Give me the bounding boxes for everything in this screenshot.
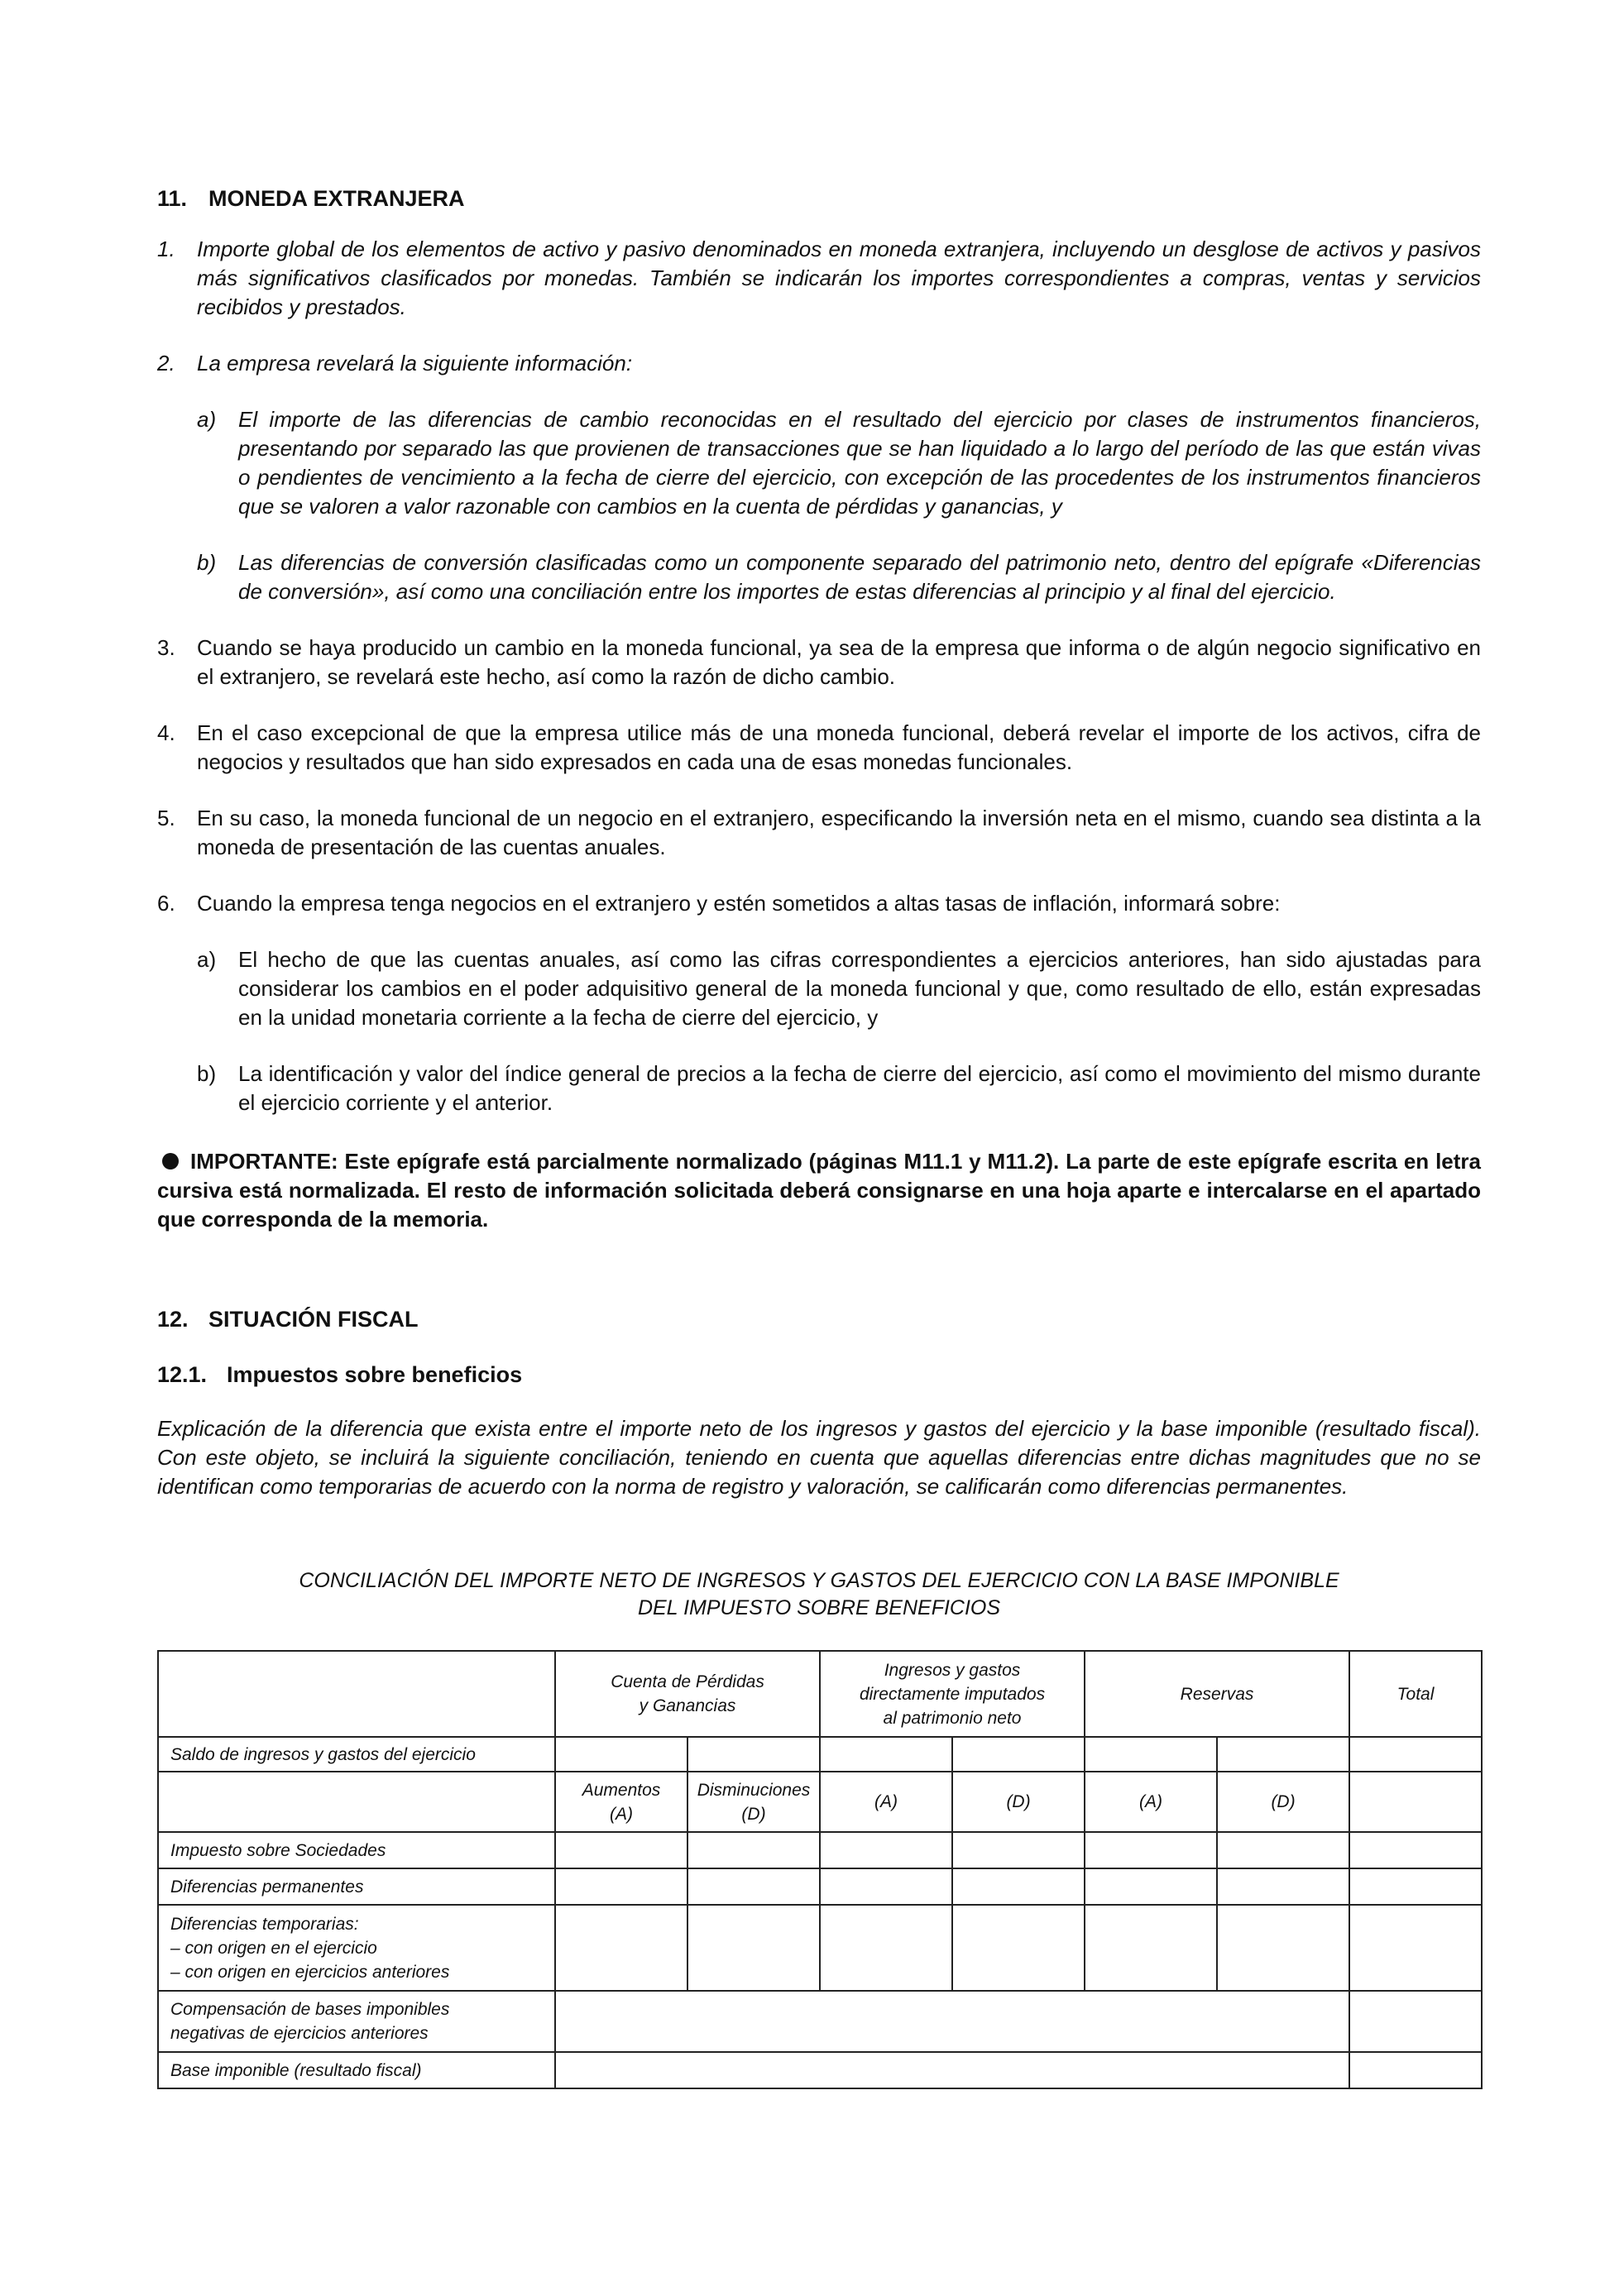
item-1: 1. Importe global de los elementos de activo y pasivo denominados en moneda extranjera, incluyendo un desglose de activos y pasivos más significativos clasificados por monedas. También se indicarán los importes correspondientes a compras, ventas y servicios recibidos y prestados. [157,237,1481,319]
item-5: 5. En su caso, la moneda funcional de un negocio en el extranjero, especificando la inversión neta en el mismo, cuando sea distinta a la moneda de presentación de las cuentas anuales. [157,806,1481,859]
row-label: Impuesto sobre Sociedades [158,1832,555,1868]
subsection-title: Impuestos sobre beneficios [227,1362,523,1387]
row-label: Base imponible (resultado fiscal) [158,2052,555,2088]
header-total: Total [1349,1651,1482,1737]
section-title: SITUACIÓN FISCAL [208,1307,419,1332]
code-d: (D) [952,1772,1085,1832]
section-11-heading [157,186,1481,212]
table-title: CONCILIACIÓN DEL IMPORTE NETO DE INGRESOS Y GASTOS DEL EJERCICIO CON LA BASE IMPONIBLE DEL IMPUESTO SOBRE BENEFICIOS [299,1569,1339,1619]
reconciliation-table [157,1650,1483,2089]
subsection-heading [157,1362,1481,1388]
table-row [158,1991,1482,2052]
code-d: (D) [1217,1772,1349,1832]
table-row [158,1868,1482,1905]
item-3: 3. Cuando se haya producido un cambio en la moneda funcional, ya sea de la empresa que informa o de algún negocio significativo en el extranjero, se revelará este hecho, así como la razón de dicho cambio. [157,635,1481,689]
table-row [158,2052,1482,2088]
header-reservas: Reservas [1085,1651,1349,1737]
document-page [157,186,1481,2089]
table-row [158,1905,1482,1991]
subsection-number: 12.1. [157,1362,208,1387]
section-12-intro: Explicación de la diferencia que exista entre el importe neto de los ingresos y gastos del ejercicio y la base imponible (resultado fiscal). Con este objeto, se incluirá la siguiente conciliación, teniendo en cuenta que aquellas diferencias entre dichas magnitudes que no se identifican como temporarias de acuerdo con la norma de registro y valoración, se calificarán como diferencias permanentes. [157,1416,1481,1499]
item-4: 4. En el caso excepcional de que la empresa utilice más de una moneda funcional, deberá revelar el importe de los activos, cifra de negocios y resultados que han sido expresados en cada una de esas monedas funcionales. [157,720,1481,774]
item-2a: a) El importe de las diferencias de cambio reconocidas en el resultado del ejercicio por clases de instrumentos financieros, presentando por separado las que provienen de transacciones que se han liquidado a lo largo del período de las que están vivas o pendientes de vencimiento a la fecha de cierre del ejercicio, con excepción de las procedentes de los instrumentos financieros que se valoren a valor razonable con cambios en la cuenta de pérdidas y ganancias, y [197,407,1481,519]
item-6a: a) El hecho de que las cuentas anuales, así como las cifras correspondientes a ejercicios anteriores, han sido ajustadas para considerar los cambios en el poder adquisitivo general de la moneda funcional y que, como resultado de ello, están expresadas en la unidad monetaria corriente a la fecha de cierre del ejercicio, y [197,947,1481,1030]
bullet-icon [162,1153,179,1170]
section-number: 12. [157,1307,189,1332]
row-label: Compensación de bases imponibles negativas de ejercicios anteriores [158,1991,555,2052]
header-pyg: Cuenta de Pérdidas y Ganancias [555,1651,820,1737]
row-label: Saldo de ingresos y gastos del ejercicio [158,1737,555,1772]
table-subheader-row [158,1772,1482,1832]
aumentos-header: Aumentos (A) [555,1772,687,1832]
section-12-heading [157,1307,1481,1332]
section-title: MONEDA EXTRANJERA [208,186,465,211]
code-a: (A) [820,1772,952,1832]
row-label: Diferencias permanentes [158,1868,555,1905]
item-6b: b) La identificación y valor del índice general de precios a la fecha de cierre del ejercicio, así como el movimiento del mismo durante el ejercicio corriente y el anterior. [197,1061,1481,1115]
disminuciones-header: Disminuciones (D) [687,1772,820,1832]
table-header-row [158,1651,1482,1737]
code-a: (A) [1085,1772,1217,1832]
table-row [158,1737,1482,1772]
important-note: IMPORTANTE: Este epígrafe está parcialmente normalizado (páginas M11.1 y M11.2). La parte de este epígrafe escrita en letra cursiva está normalizada. El resto de información solicitada deberá consignarse en una hoja aparte e intercalarse en el apartado que corresponda de la memoria. [157,1149,1481,1232]
table-row [158,1832,1482,1868]
item-6: 6. Cuando la empresa tenga negocios en el extranjero y estén sometidos a altas tasas de inflación, informará sobre: [157,891,1281,916]
section-number: 11. [157,186,188,211]
row-label: Diferencias temporarias: – con origen en el ejercicio – con origen en ejercicios anteriores [158,1905,555,1991]
header-ingresos: Ingresos y gastos directamente imputados al patrimonio neto [820,1651,1085,1737]
item-2b: b) Las diferencias de conversión clasificadas como un componente separado del patrimonio neto, dentro del epígrafe «Diferencias de conversión», así como una conciliación entre los importes de estas diferencias al principio y al final del ejercicio. [197,550,1481,604]
item-2: 2. La empresa revelará la siguiente información: [157,351,633,375]
